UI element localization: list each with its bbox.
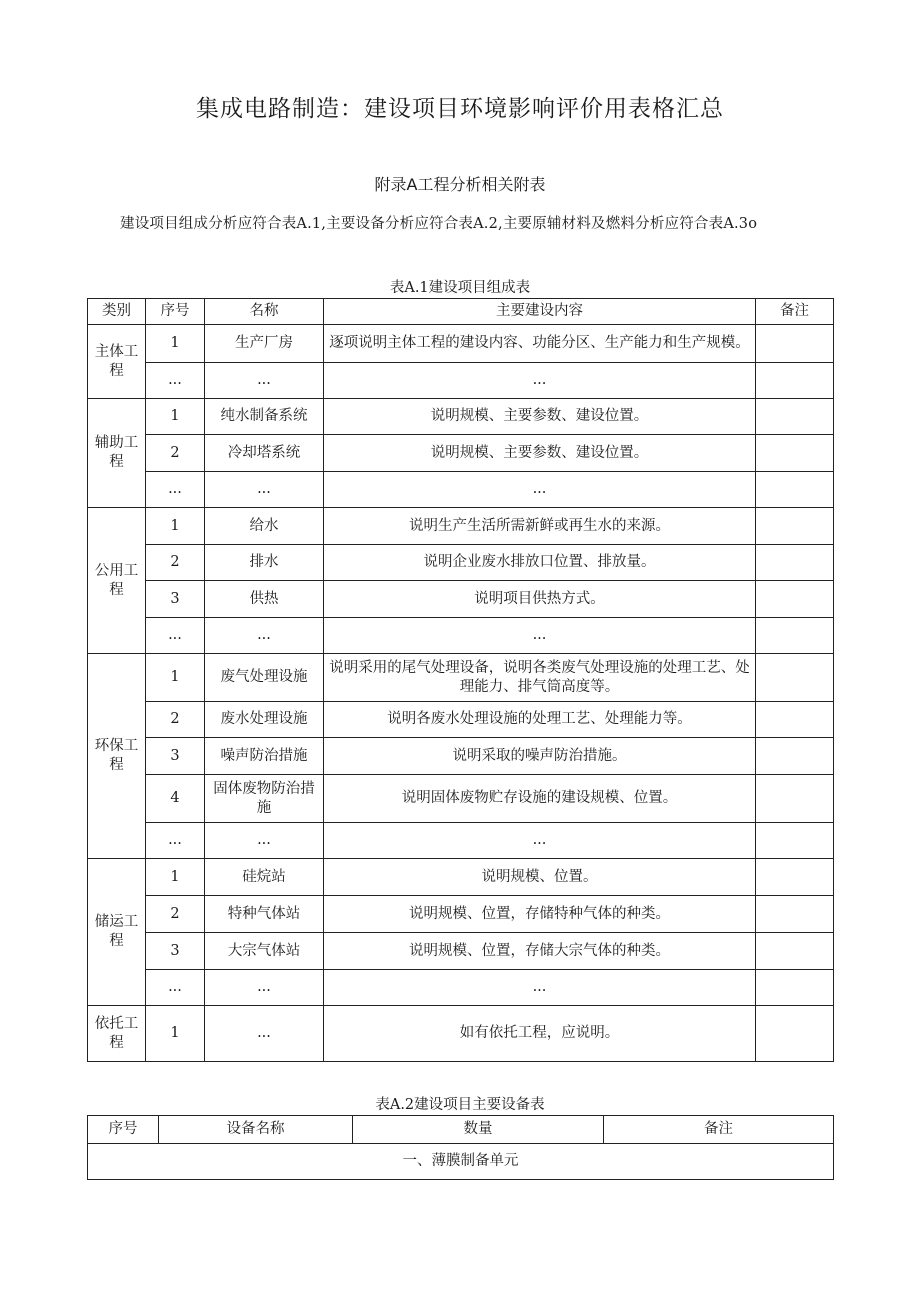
table1-caption: 表A.1建设项目组成表 [389, 280, 531, 296]
table-row [88, 859, 834, 896]
note-cell [756, 859, 834, 896]
note-cell [756, 325, 834, 363]
row-number-cell: 1 [146, 508, 205, 545]
row-number-cell: 3 [146, 581, 205, 618]
table-row [88, 399, 834, 435]
table-row [88, 472, 834, 508]
content-cell: 说明各废水处理设施的处理工艺、处理能力等。 [324, 702, 756, 738]
table-row [88, 363, 834, 399]
table-row [88, 581, 834, 618]
row-number-cell: 1 [146, 1006, 205, 1062]
table-row [88, 738, 834, 775]
header-equipment-name: 设备名称 [159, 1116, 353, 1144]
note-cell [756, 581, 834, 618]
header-quantity: 数量 [353, 1116, 604, 1144]
row-number-cell: 2 [146, 896, 205, 933]
content-cell: 说明采用的尾气处理设备，说明各类废气处理设施的处理工艺、处理能力、排气筒高度等。 [324, 654, 756, 702]
table2-section-row [88, 1144, 834, 1180]
item-name-cell: ... [205, 1006, 324, 1062]
item-name-cell: 生产厂房 [205, 325, 324, 363]
note-cell [756, 399, 834, 435]
content-cell: 说明固体废物贮存设施的建设规模、位置。 [324, 775, 756, 823]
content-cell: 说明规模、位置。 [324, 859, 756, 896]
note-cell [756, 702, 834, 738]
row-number-cell: 1 [146, 399, 205, 435]
row-number-cell: ... [146, 970, 205, 1006]
content-cell: ... [324, 618, 756, 654]
item-name-cell: ... [205, 363, 324, 399]
table-row [88, 654, 834, 702]
main-equipment-table [87, 1115, 834, 1180]
note-cell [756, 508, 834, 545]
content-cell: 说明规模、位置，存储特种气体的种类。 [324, 896, 756, 933]
row-number-cell: 2 [146, 435, 205, 472]
row-number-cell: ... [146, 823, 205, 859]
item-name-cell: ... [205, 970, 324, 1006]
category-cell: 主体工程 [88, 325, 146, 399]
row-number-cell: 2 [146, 545, 205, 581]
table-row [88, 435, 834, 472]
note-cell [756, 618, 834, 654]
content-cell: ... [324, 970, 756, 1006]
note-cell [756, 435, 834, 472]
content-cell: 说明生产生活所需新鲜或再生水的来源。 [324, 508, 756, 545]
table-row [88, 823, 834, 859]
row-number-cell: 3 [146, 933, 205, 970]
table1-header-row [88, 299, 834, 325]
content-cell: 说明企业废水排放口位置、排放量。 [324, 545, 756, 581]
table-row [88, 325, 834, 363]
header-category: 类别 [88, 299, 146, 325]
category-cell: 储运工程 [88, 859, 146, 1006]
item-name-cell: 特种气体站 [205, 896, 324, 933]
item-name-cell: ... [205, 472, 324, 508]
section-label: 一、薄膜制备单元 [88, 1144, 834, 1180]
item-name-cell: 冷却塔系统 [205, 435, 324, 472]
table-row [88, 508, 834, 545]
note-cell [756, 775, 834, 823]
table-row [88, 545, 834, 581]
item-name-cell: 噪声防治措施 [205, 738, 324, 775]
row-number-cell: ... [146, 618, 205, 654]
project-composition-table [87, 298, 834, 1062]
category-cell: 环保工程 [88, 654, 146, 859]
category-cell: 依托工程 [88, 1006, 146, 1062]
row-number-cell: ... [146, 472, 205, 508]
note-cell [756, 363, 834, 399]
header-name: 名称 [205, 299, 324, 325]
content-cell: 说明规模、位置，存储大宗气体的种类。 [324, 933, 756, 970]
table2-header-row [88, 1116, 834, 1144]
table-row [88, 970, 834, 1006]
header-no: 序号 [88, 1116, 159, 1144]
content-cell: 说明采取的噪声防治措施。 [324, 738, 756, 775]
content-cell: 说明规模、主要参数、建设位置。 [324, 435, 756, 472]
header-content: 主要建设内容 [324, 299, 756, 325]
item-name-cell: 供热 [205, 581, 324, 618]
header-note: 备注 [756, 299, 834, 325]
item-name-cell: 大宗气体站 [205, 933, 324, 970]
note-cell [756, 823, 834, 859]
table-row [88, 896, 834, 933]
note-cell [756, 933, 834, 970]
document-title: 集成电路制造：建设项目环境影响评价用表格汇总 [196, 96, 724, 122]
row-number-cell: 3 [146, 738, 205, 775]
item-name-cell: 纯水制备系统 [205, 399, 324, 435]
category-cell: 辅助工程 [88, 399, 146, 508]
table-row [88, 618, 834, 654]
row-number-cell: 2 [146, 702, 205, 738]
header-no: 序号 [146, 299, 205, 325]
note-cell [756, 1006, 834, 1062]
item-name-cell: ... [205, 618, 324, 654]
note-cell [756, 472, 834, 508]
content-cell: ... [324, 472, 756, 508]
row-number-cell: 1 [146, 859, 205, 896]
note-cell [756, 896, 834, 933]
item-name-cell: 给水 [205, 508, 324, 545]
row-number-cell: 4 [146, 775, 205, 823]
table-row [88, 1006, 834, 1062]
intro-paragraph: 建设项目组成分析应符合表A.1,主要设备分析应符合表A.2,主要原辅材料及燃料分析应符合表A.3o [120, 216, 758, 232]
item-name-cell: 废水处理设施 [205, 702, 324, 738]
note-cell [756, 654, 834, 702]
content-cell: ... [324, 363, 756, 399]
table2-caption: 表A.2建设项目主要设备表 [375, 1097, 545, 1113]
note-cell [756, 738, 834, 775]
table-row [88, 702, 834, 738]
table-row [88, 775, 834, 823]
content-cell: 逐项说明主体工程的建设内容、功能分区、生产能力和生产规模。 [324, 325, 756, 363]
note-cell [756, 970, 834, 1006]
row-number-cell: 1 [146, 325, 205, 363]
row-number-cell: 1 [146, 654, 205, 702]
item-name-cell: 废气处理设施 [205, 654, 324, 702]
content-cell: 说明规模、主要参数、建设位置。 [324, 399, 756, 435]
item-name-cell: 硅烷站 [205, 859, 324, 896]
item-name-cell: 排水 [205, 545, 324, 581]
item-name-cell: 固体废物防治措施 [205, 775, 324, 823]
item-name-cell: ... [205, 823, 324, 859]
content-cell: ... [324, 823, 756, 859]
category-cell: 公用工程 [88, 508, 146, 654]
table-row [88, 933, 834, 970]
row-number-cell: ... [146, 363, 205, 399]
note-cell [756, 545, 834, 581]
content-cell: 如有依托工程，应说明。 [324, 1006, 756, 1062]
appendix-title: 附录A工程分析相关附表 [374, 175, 546, 194]
content-cell: 说明项目供热方式。 [324, 581, 756, 618]
header-note: 备注 [604, 1116, 834, 1144]
